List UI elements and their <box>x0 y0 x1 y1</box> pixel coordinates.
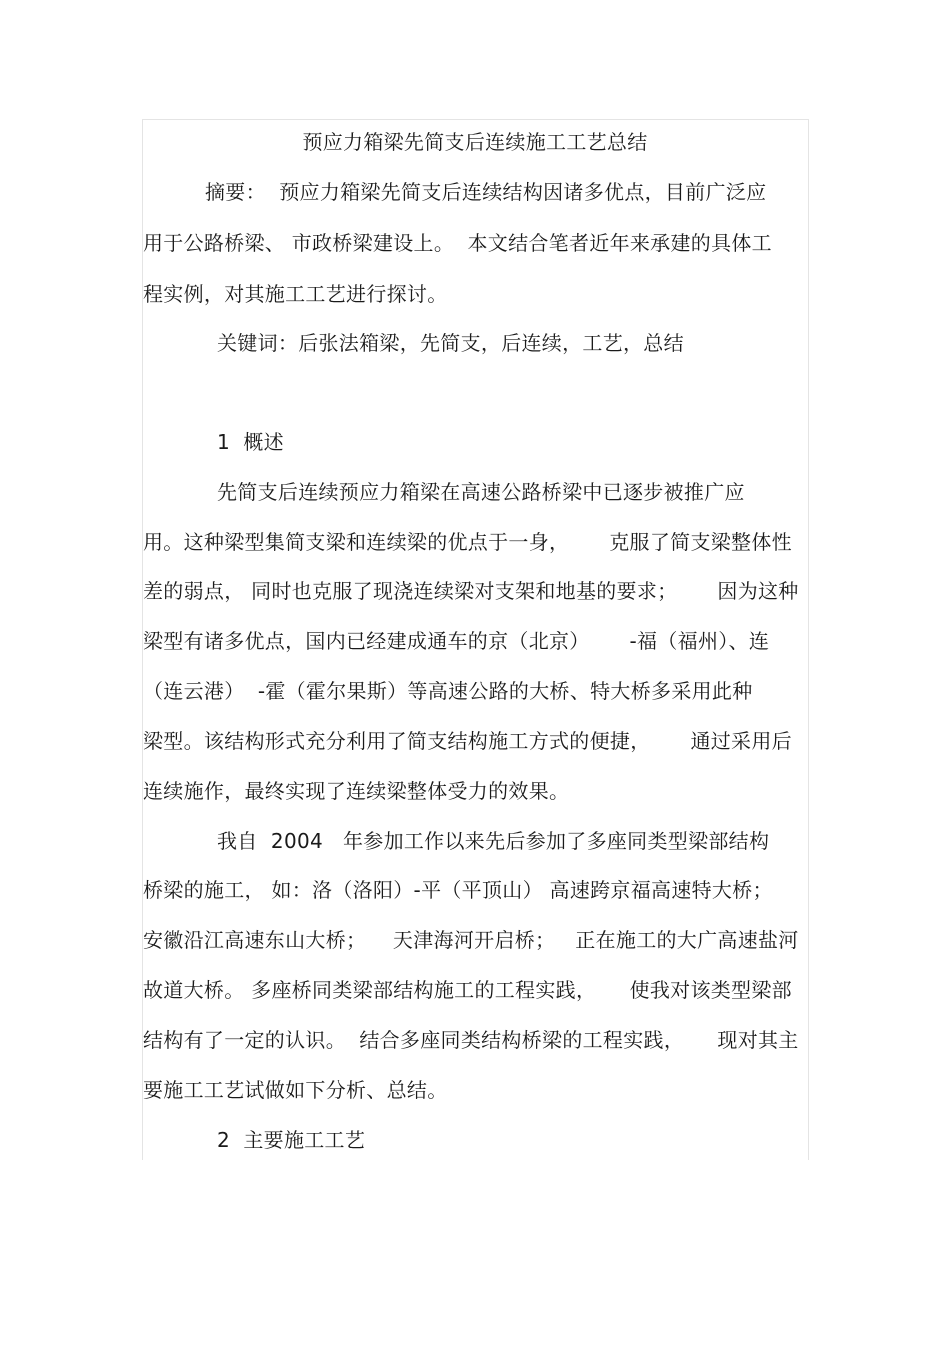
paragraph-line: 连续施作，最终实现了连续梁整体受力的效果。 <box>143 779 570 803</box>
section-heading-2: 2 主要施工工艺 <box>217 1128 366 1152</box>
paragraph-line: 故道大桥。 多座桥同类梁部结构施工的工程实践， 使我对该类型梁部 <box>143 978 792 1002</box>
paragraph-line: 先简支后连续预应力箱梁在高速公路桥梁中已逐步被推广应 <box>217 480 745 504</box>
abstract-line: 用于公路桥梁、 市政桥梁建设上。 本文结合笔者近年来承建的具体工 <box>143 231 772 255</box>
paragraph-line: 差的弱点， 同时也克服了现浇连续梁对支架和地基的要求； 因为这种 <box>143 579 799 603</box>
paragraph-line: 桥梁的施工， 如：洛（洛阳）-平（平顶山） 高速跨京福高速特大桥； <box>143 878 773 902</box>
abstract-line: 程实例，对其施工工艺进行探讨。 <box>143 282 448 306</box>
paragraph-line: 我自 2004 年参加工作以来先后参加了多座同类型梁部结构 <box>217 829 770 853</box>
document-title: 预应力箱梁先简支后连续施工工艺总结 <box>302 130 648 154</box>
abstract-line: 摘要： 预应力箱梁先简支后连续结构因诸多优点，目前广泛应 <box>205 180 767 204</box>
keywords-line: 关键词：后张法箱梁，先简支，后连续，工艺，总结 <box>217 331 684 355</box>
paragraph-line: 要施工工艺试做如下分析、总结。 <box>143 1078 448 1102</box>
section-heading-1: 1 概述 <box>217 430 284 454</box>
paragraph-line: 用。这种梁型集简支梁和连续梁的优点于一身， 克服了简支梁整体性 <box>143 530 792 554</box>
paragraph-line: （连云港） -霍（霍尔果斯）等高速公路的大桥、特大桥多采用此种 <box>143 679 753 703</box>
paragraph-line: 梁型。该结构形式充分利用了简支结构施工方式的便捷， 通过采用后 <box>143 729 792 753</box>
paragraph-line: 梁型有诸多优点，国内已经建成通车的京（北京） -福（福州）、连 <box>143 629 770 653</box>
paragraph-line: 安徽沿江高速东山大桥； 天津海河开启桥； 正在施工的大广高速盐河 <box>143 928 799 952</box>
paragraph-line: 结构有了一定的认识。 结合多座同类结构桥梁的工程实践， 现对其主 <box>143 1028 799 1052</box>
